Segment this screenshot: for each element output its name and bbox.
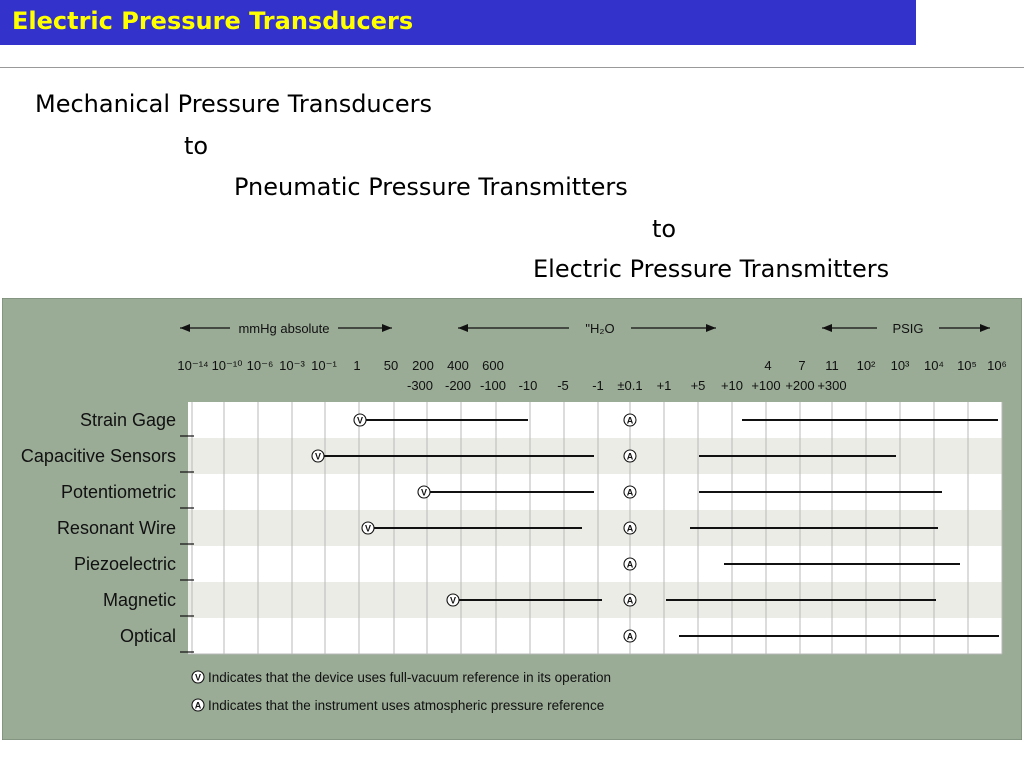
tick-label-top: 50	[383, 358, 399, 373]
tick-label-top: 10⁻³	[279, 358, 305, 373]
header-label: PSIG	[892, 321, 924, 336]
header-label: "H₂O	[585, 321, 615, 336]
tick-label-top: 400	[447, 358, 469, 373]
tick-label-top: 10⁻⁶	[246, 358, 274, 373]
text-line-mechanical: Mechanical Pressure Transducers	[35, 90, 432, 118]
text-line-to-1: to	[184, 132, 209, 160]
tick-label-top: 10²	[856, 358, 876, 373]
text-line-to-2: to	[652, 215, 677, 243]
tick-label-top: 200	[412, 358, 434, 373]
tick-label-top: 10⁶	[987, 358, 1007, 373]
legend-symbol-letter: V	[194, 672, 202, 683]
atmospheric-marker-letter: A	[626, 523, 634, 534]
text-line-electric: Electric Pressure Transmitters	[533, 255, 890, 283]
row-label: Strain Gage	[79, 410, 176, 430]
vacuum-marker-letter: V	[420, 487, 428, 498]
tick-label-bottom: -1	[592, 378, 604, 393]
tick-label-bottom: ±0.1	[617, 378, 643, 393]
tick-label-bottom: +5	[690, 378, 706, 393]
row-label: Magnetic	[102, 590, 176, 610]
legend-text: Indicates that the instrument uses atmospheric pressure reference	[208, 698, 605, 713]
row-label: Optical	[119, 626, 176, 646]
tick-label-bottom: +200	[785, 378, 815, 393]
tick-label-bottom: +1	[656, 378, 672, 393]
atmospheric-marker-letter: A	[626, 631, 634, 642]
row-label: Piezoelectric	[73, 554, 176, 574]
tick-label-top: 600	[482, 358, 504, 373]
tick-label-top: 7	[798, 358, 806, 373]
tick-label-top: 10⁵	[957, 358, 977, 373]
tick-label-bottom: -300	[406, 378, 434, 393]
tick-label-bottom: -100	[479, 378, 507, 393]
tick-label-bottom: +100	[751, 378, 781, 393]
row-label: Resonant Wire	[56, 518, 176, 538]
tick-label-top: 1	[353, 358, 361, 373]
legend-symbol-letter: A	[194, 700, 202, 711]
legend-text: Indicates that the device uses full-vacuum reference in its operation	[208, 670, 611, 685]
slide-title: Electric Pressure Transducers	[12, 7, 414, 35]
tick-label-bottom: -10	[518, 378, 538, 393]
tick-label-top: 10⁻¹⁴	[177, 358, 209, 373]
atmospheric-marker-letter: A	[626, 415, 634, 426]
tick-label-top: 11	[825, 358, 839, 373]
tick-label-top: 10⁻¹	[311, 358, 337, 373]
tick-label-top: 10⁴	[923, 358, 945, 373]
tick-label-bottom: -200	[444, 378, 472, 393]
tick-label-bottom: +10	[720, 378, 744, 393]
header-label: mmHg absolute	[238, 321, 330, 336]
tick-label-bottom: +300	[817, 378, 847, 393]
tick-label-bottom: -5	[557, 378, 569, 393]
atmospheric-marker-letter: A	[626, 451, 634, 462]
tick-label-top: 10³	[890, 358, 910, 373]
tick-label-top: 4	[764, 358, 772, 373]
pressure-range-chart	[2, 298, 1022, 740]
atmospheric-marker-letter: A	[626, 487, 634, 498]
text-line-pneumatic: Pneumatic Pressure Transmitters	[234, 173, 628, 201]
vacuum-marker-letter: V	[449, 595, 457, 606]
atmospheric-marker-letter: A	[626, 595, 634, 606]
vacuum-marker-letter: V	[314, 451, 322, 462]
atmospheric-marker-letter: A	[626, 559, 634, 570]
row-label: Capacitive Sensors	[20, 446, 176, 466]
tick-label-top: 10⁻¹⁰	[211, 358, 243, 373]
vacuum-marker-letter: V	[364, 523, 372, 534]
vacuum-marker-letter: V	[356, 415, 364, 426]
title-bar	[0, 0, 916, 45]
chart-svg	[2, 298, 1022, 740]
title-divider	[0, 67, 1024, 68]
row-label: Potentiometric	[60, 482, 176, 502]
